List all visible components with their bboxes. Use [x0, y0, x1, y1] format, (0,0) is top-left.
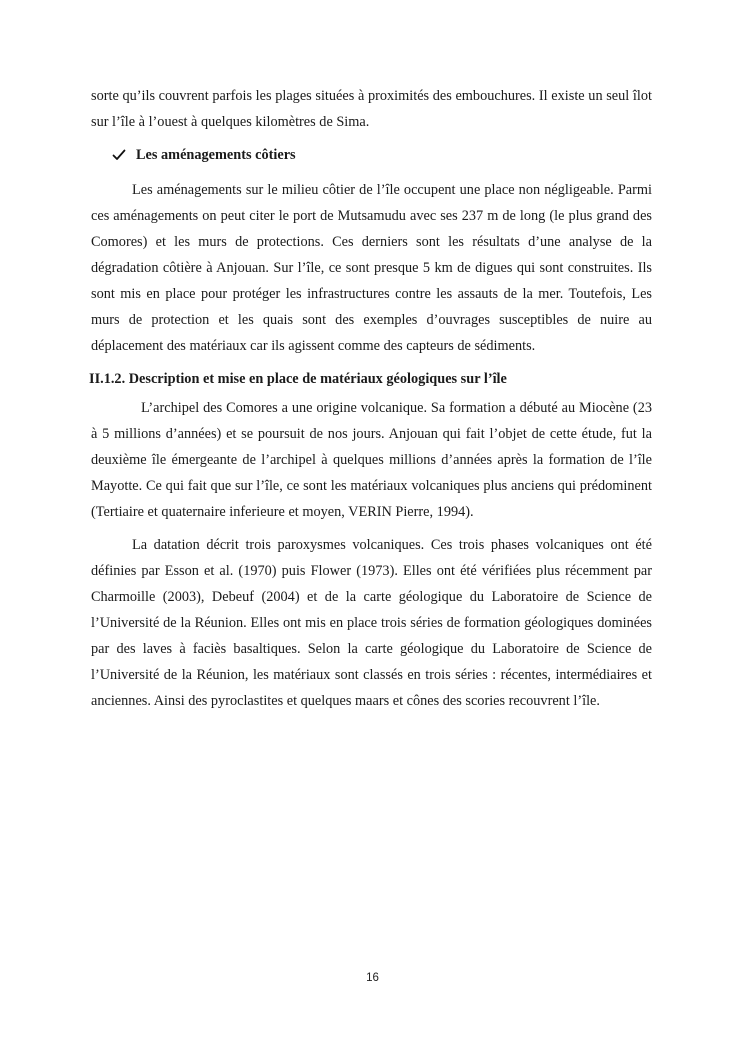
- archipel-paragraph: L’archipel des Comores a une origine volcanique. Sa formation a débuté au Miocène (23 à 5 millions d’années) et se poursuit de nos jours. Anjouan qui fait l’objet de cette étude, fut la deuxième île émergeante de l’archipel à quelques millions d’années après la formation de l’île Mayotte. Ce qui fait que sur l’île, ce sont les matériaux volcaniques plus anciens qui prédominent (Tertiaire et quaternaire inferieure et moyen, VERIN Pierre, 1994).: [91, 400, 652, 520]
- bullet-heading-amenagements: [112, 142, 652, 168]
- section-heading: II.1.2. Description et mise en place de matériaux géologiques sur l’île: [89, 371, 507, 387]
- checkmark-icon: [112, 148, 126, 162]
- amenagements-paragraph: Les aménagements sur le milieu côtier de l’île occupent une place non négligeable. Parmi ces aménagements on peut citer le port de Mutsamudu avec ses 237 m de long (le plus grand des Comores) et les murs de protections. Ces derniers sont les résultats d’une analyse de la dégradation côtière à Anjouan. Sur l’île, ce sont presque 5 km de digues qui sont construites. Ils sont mis en place pour protéger les infrastructures contre les assauts de la mer. Toutefois, Les murs de protection et les quais sont des exemples d’ouvrages susceptibles de nuire au déplacement des matériaux car ils agissent comme des capteurs de sédiments.: [91, 182, 652, 354]
- page-number: 16: [366, 972, 379, 984]
- datation-paragraph: La datation décrit trois paroxysmes volcaniques. Ces trois phases volcaniques ont été définies par Esson et al. (1970) puis Flower (1973). Elles ont été vérifiées plus récemment par Charmoille (2003), Debeuf (2004) et de la carte géologique du Laboratoire de Science de l’Université de la Réunion. Elles ont mis en place trois séries de formation géologiques dominées par des laves à faciès basaltiques. Selon la carte géologique du Laboratoire de Science de l’Université de la Réunion, les matériaux sont classés en trois séries : récentes, intermédiaires et anciennes. Ainsi des pyroclastites et quelques maars et cônes des scories recouvrent l’île.: [91, 537, 652, 709]
- document-page: [91, 83, 652, 714]
- bullet-heading-text: Les aménagements côtiers: [136, 147, 296, 163]
- intro-paragraph: sorte qu’ils couvrent parfois les plages situées à proximités des embouchures. Il existe un seul îlot sur l’île à l’ouest à quelques kilomètres de Sima.: [91, 88, 652, 130]
